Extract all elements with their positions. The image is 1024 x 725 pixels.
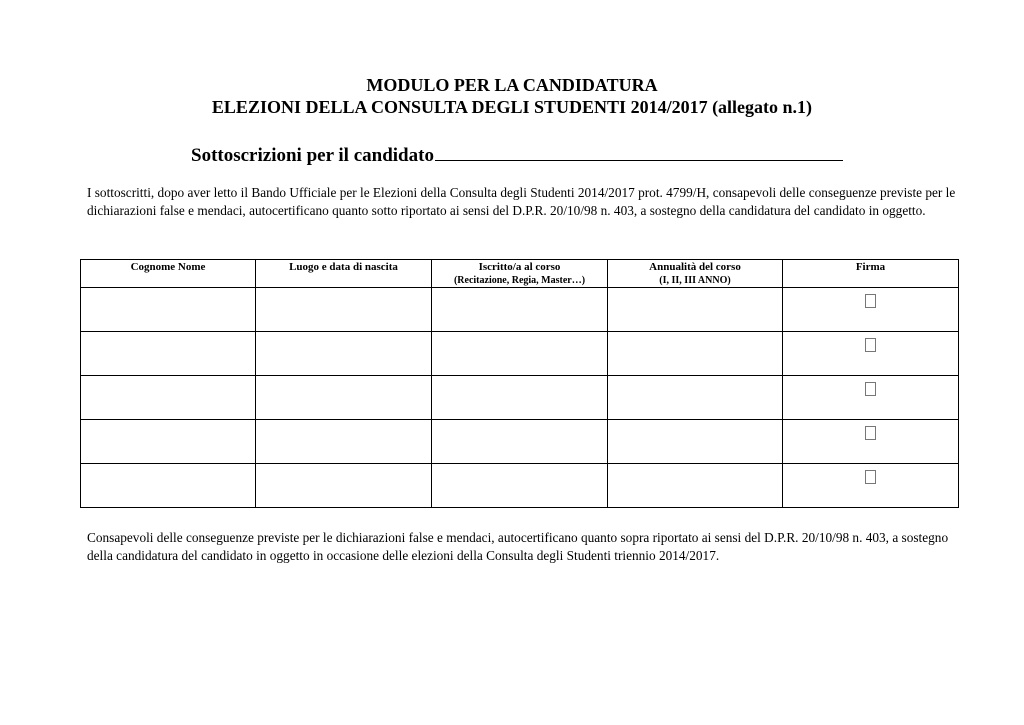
signature-cell[interactable]: [783, 376, 959, 420]
name-cell[interactable]: [81, 420, 256, 464]
table-row: [81, 464, 959, 508]
signature-box-icon: [865, 294, 876, 308]
birth-cell[interactable]: [256, 420, 432, 464]
course-cell[interactable]: [432, 288, 608, 332]
column-header-year: Annualità del corso (I, II, III ANNO): [608, 260, 783, 288]
birth-cell[interactable]: [256, 332, 432, 376]
name-cell[interactable]: [81, 464, 256, 508]
signature-cell[interactable]: [783, 464, 959, 508]
year-cell[interactable]: [608, 376, 783, 420]
birth-cell[interactable]: [256, 464, 432, 508]
table-row: [81, 288, 959, 332]
name-cell[interactable]: [81, 376, 256, 420]
column-header-name: Cognome Nome: [81, 260, 256, 288]
signature-box-icon: [865, 338, 876, 352]
form-title: MODULO PER LA CANDIDATURA: [366, 75, 658, 95]
column-header-course-hint: (Recitazione, Regia, Master…): [453, 275, 586, 286]
table-header-row: [81, 260, 959, 288]
candidate-line: [191, 143, 843, 168]
course-cell[interactable]: [432, 420, 608, 464]
candidate-name-blank[interactable]: [435, 143, 843, 161]
table-row: [81, 332, 959, 376]
birth-cell[interactable]: [256, 376, 432, 420]
year-cell[interactable]: [608, 288, 783, 332]
signature-box-icon: [865, 426, 876, 440]
name-cell[interactable]: [81, 288, 256, 332]
course-cell[interactable]: [432, 464, 608, 508]
name-cell[interactable]: [81, 332, 256, 376]
year-cell[interactable]: [608, 332, 783, 376]
column-header-year-hint: (I, II, III ANNO): [659, 275, 731, 286]
column-header-birth: Luogo e data di nascita: [256, 260, 432, 288]
signature-cell[interactable]: [783, 332, 959, 376]
birth-cell[interactable]: [256, 288, 432, 332]
signature-box-icon: [865, 382, 876, 396]
signature-cell[interactable]: [783, 288, 959, 332]
column-header-course: Iscritto/a al corso (Recitazione, Regia, Master…): [432, 260, 608, 288]
year-cell[interactable]: [608, 420, 783, 464]
intro-paragraph: I sottoscritti, dopo aver letto il Bando Ufficiale per le Elezioni della Consulta degli Studenti 2014/2017 prot. 4799/H, consapevoli delle conseguenze previste per le dichiarazioni false e mendaci, autocertificano quanto sotto riportato ai sensi del D.P.R. 20/10/98 n. 403, a sostegno della candidatura del candidato in oggetto.: [87, 185, 956, 218]
year-cell[interactable]: [608, 464, 783, 508]
signatures-table: [80, 259, 959, 508]
course-cell[interactable]: [432, 376, 608, 420]
closing-paragraph: Consapevoli delle conseguenze previste per le dichiarazioni false e mendaci, autocertificano quanto sopra riportato ai sensi del D.P.R. 20/10/98 n. 403, a sostegno della candidatura del candidato in oggetto in occasione delle elezioni della Consulta degli Studenti triennio 2014/2017.: [87, 530, 949, 563]
signature-cell[interactable]: [783, 420, 959, 464]
course-cell[interactable]: [432, 332, 608, 376]
signature-box-icon: [865, 470, 876, 484]
column-header-signature: Firma: [783, 260, 959, 288]
table-row: [81, 376, 959, 420]
table-row: [81, 420, 959, 464]
form-subtitle-election: ELEZIONI DELLA CONSULTA DEGLI STUDENTI 2014/2017 (allegato n.1): [211, 97, 813, 117]
candidate-label: Sottoscrizioni per il candidato: [191, 145, 434, 166]
